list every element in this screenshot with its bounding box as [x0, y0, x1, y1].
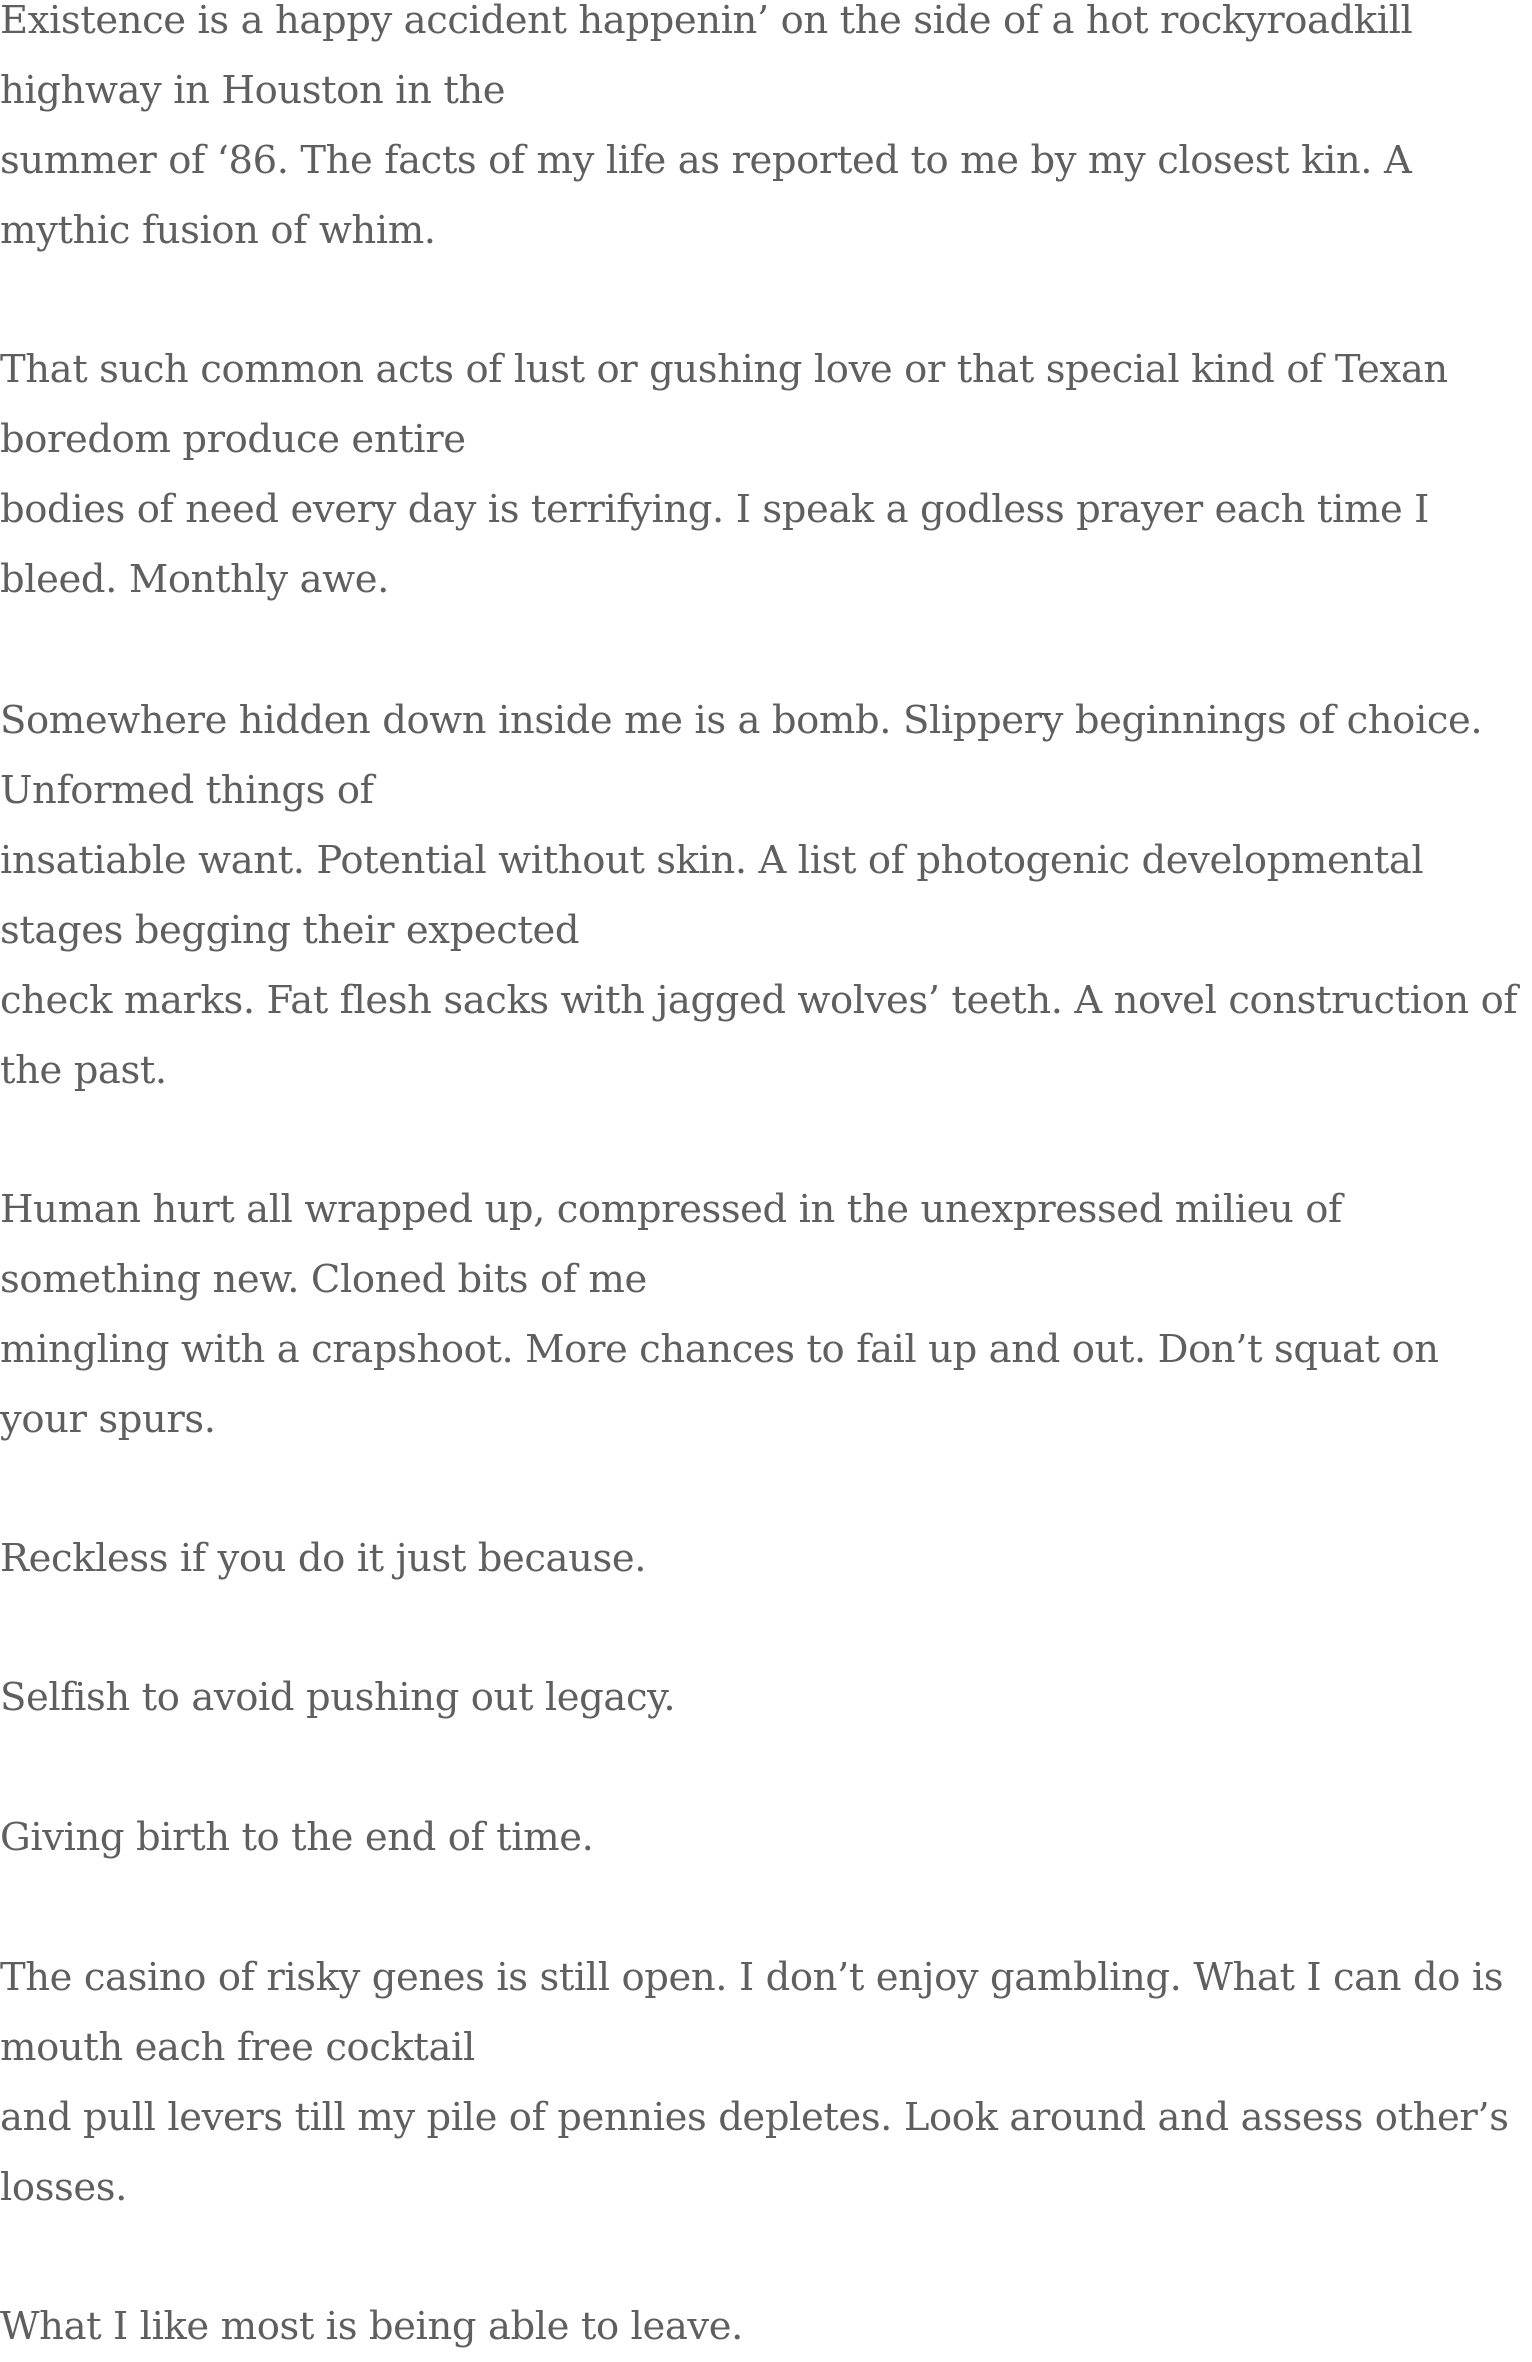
- poem-line: What I like most is being able to leave.: [0, 2304, 743, 2349]
- poem-line: mouth each free cocktail: [0, 2025, 475, 2070]
- poem-line: Existence is a happy accident happenin’ on the side of a hot rockyroadkill: [0, 0, 1413, 43]
- stanza-8: [0, 1943, 1509, 2223]
- poem-line: Selfish to avoid pushing out legacy.: [0, 1675, 676, 1720]
- poem-line: bleed. Monthly awe.: [0, 557, 389, 602]
- poem-line: your spurs.: [0, 1397, 216, 1442]
- poem-line: check marks. Fat flesh sacks with jagged wolves’ teeth. A novel construction of: [0, 978, 1518, 1023]
- poem-line: and pull levers till my pile of pennies depletes. Look around and assess other’s: [0, 2095, 1509, 2140]
- poem-line: bodies of need every day is terrifying. I speak a godless prayer each time I: [0, 487, 1429, 532]
- poem-line: something new. Cloned bits of me: [0, 1257, 647, 1302]
- poem-line: summer of ‘86. The facts of my life as reported to me by my closest kin. A: [0, 138, 1412, 183]
- poem-line: losses.: [0, 2165, 127, 2210]
- poem-line: Human hurt all wrapped up, compressed in the unexpressed milieu of: [0, 1187, 1342, 1232]
- stanza-6: [0, 1663, 675, 1733]
- poem-line: Giving birth to the end of time.: [0, 1815, 594, 1860]
- poem-line: insatiable want. Potential without skin. A list of photogenic developmental: [0, 838, 1424, 883]
- poem-line: mingling with a crapshoot. More chances to fail up and out. Don’t squat on: [0, 1327, 1439, 1372]
- stanza-1: [0, 0, 1412, 266]
- poem-line: the past.: [0, 1048, 167, 1093]
- stanza-7: [0, 1803, 594, 1873]
- poem-line: stages begging their expected: [0, 908, 580, 953]
- stanza-9: [0, 2292, 743, 2362]
- poem-line: That such common acts of lust or gushing love or that special kind of Texan: [0, 347, 1448, 392]
- poem-line: Unformed things of: [0, 768, 374, 813]
- stanza-4: [0, 1175, 1439, 1455]
- poem-line: The casino of risky genes is still open. I don’t enjoy gambling. What I can do is: [0, 1955, 1504, 2000]
- poem-line: Somewhere hidden down inside me is a bomb. Slippery beginnings of choice.: [0, 698, 1483, 743]
- poem-line: Reckless if you do it just because.: [0, 1536, 647, 1581]
- stanza-2: [0, 335, 1448, 615]
- stanza-3: [0, 686, 1517, 1106]
- stanza-5: [0, 1524, 646, 1594]
- poem-line: highway in Houston in the: [0, 68, 506, 113]
- poem-line: mythic fusion of whim.: [0, 208, 436, 253]
- poem-line: boredom produce entire: [0, 417, 466, 462]
